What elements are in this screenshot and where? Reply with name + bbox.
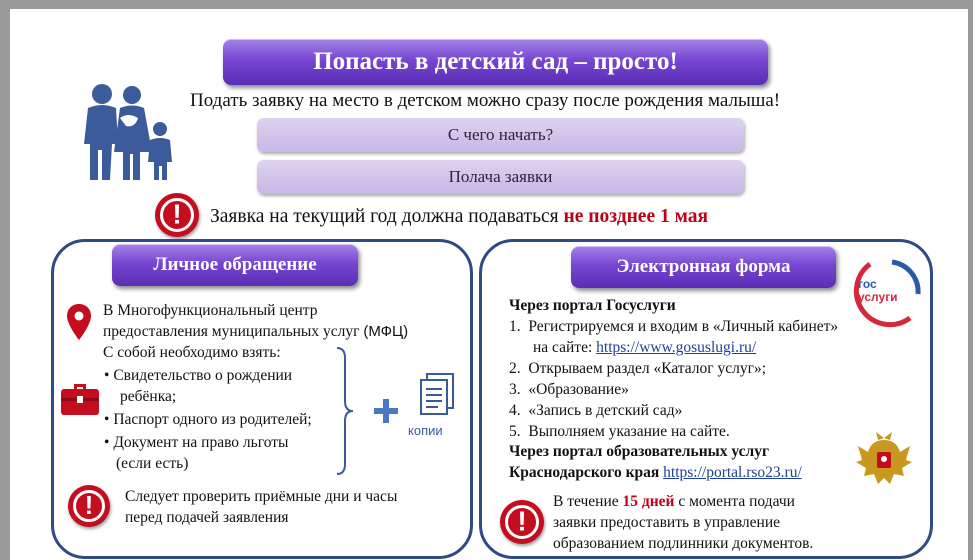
- documents-list: [104, 366, 354, 475]
- deadline-date: не позднее 1 мая: [563, 206, 709, 227]
- mfc-abbr: (МФЦ): [363, 322, 409, 340]
- personal-visit-title: Личное обращение: [112, 244, 358, 286]
- mfc-location: [103, 301, 463, 364]
- gosuslugi-link[interactable]: https://www.gosuslugi.ru/: [596, 338, 757, 356]
- gosuslugi-logo-text-top: гос: [858, 277, 877, 291]
- edu-portal-line2: Краснодарского края https://portal.rso23.ru/: [509, 464, 802, 482]
- list-item: • Паспорт одного из родителей;: [104, 410, 312, 428]
- step-3: 3. «Образование»: [509, 380, 629, 398]
- portal-steps: [509, 296, 899, 484]
- step-1-cont: на сайте: https://www.gosuslugi.ru/: [533, 338, 757, 356]
- mfc-line2: предоставления муниципальных услуг (МФЦ): [103, 322, 409, 340]
- documents-deadline-note: В течение 15 дней с момента подачи заявки предоставить в управление образованием подлинники документов.: [553, 493, 814, 552]
- briefcase-icon: [60, 380, 100, 416]
- family-icon: [80, 82, 180, 182]
- submit-application-button[interactable]: Полача заявки: [257, 160, 744, 194]
- plus-icon: [373, 398, 399, 424]
- portal-heading: Через портал Госуслуги: [509, 297, 676, 314]
- edu-portal-line1: Через портал образовательных услуг: [509, 443, 769, 461]
- page-title: Попасть в детский сад – просто!: [223, 39, 768, 85]
- location-pin-icon: [67, 304, 91, 340]
- step-2: 2. Открываем раздел «Каталог услуг»;: [509, 359, 767, 377]
- brace-icon: [335, 346, 355, 476]
- days-emphasis: 15 дней: [622, 493, 675, 510]
- step-5: 5. Выполняем указание на сайте.: [509, 422, 730, 440]
- mfc-line1: В Многофункциональный центр: [103, 302, 318, 319]
- electronic-form-title: Электронная форма: [571, 246, 836, 288]
- warning-icon: !: [155, 193, 199, 237]
- bring-label: С собой необходимо взять:: [103, 343, 281, 361]
- list-item-cont: ребёнка;: [120, 387, 177, 405]
- documents-copy-icon: [418, 372, 456, 416]
- deadline-text: [210, 206, 708, 228]
- coat-of-arms-icon: [854, 428, 914, 492]
- copies-label: копии: [408, 423, 443, 438]
- gosuslugi-logo-text-bottom: услуги: [858, 290, 898, 304]
- list-item-cont: (если есть): [116, 454, 189, 472]
- subtitle: Подать заявку на место в детском можно сразу после рождения малыша!: [190, 90, 781, 111]
- step-4: 4. «Запись в детский сад»: [509, 401, 683, 419]
- schedule-note: Следует проверить приёмные дни и часы перед подачей заявления: [125, 488, 398, 526]
- rso23-link[interactable]: https://portal.rso23.ru/: [663, 464, 802, 482]
- start-button[interactable]: С чего начать?: [257, 118, 744, 152]
- warning-icon: !: [68, 485, 110, 527]
- list-item: • Документ на право льготы: [104, 433, 289, 451]
- list-item: • Свидетельство о рождении: [104, 367, 293, 384]
- step-1: 1. Регистрируемся и входим в «Личный кабинет»: [509, 317, 839, 335]
- deadline-label: Заявка на текущий год должна подаваться: [210, 206, 564, 227]
- warning-icon: !: [500, 500, 544, 544]
